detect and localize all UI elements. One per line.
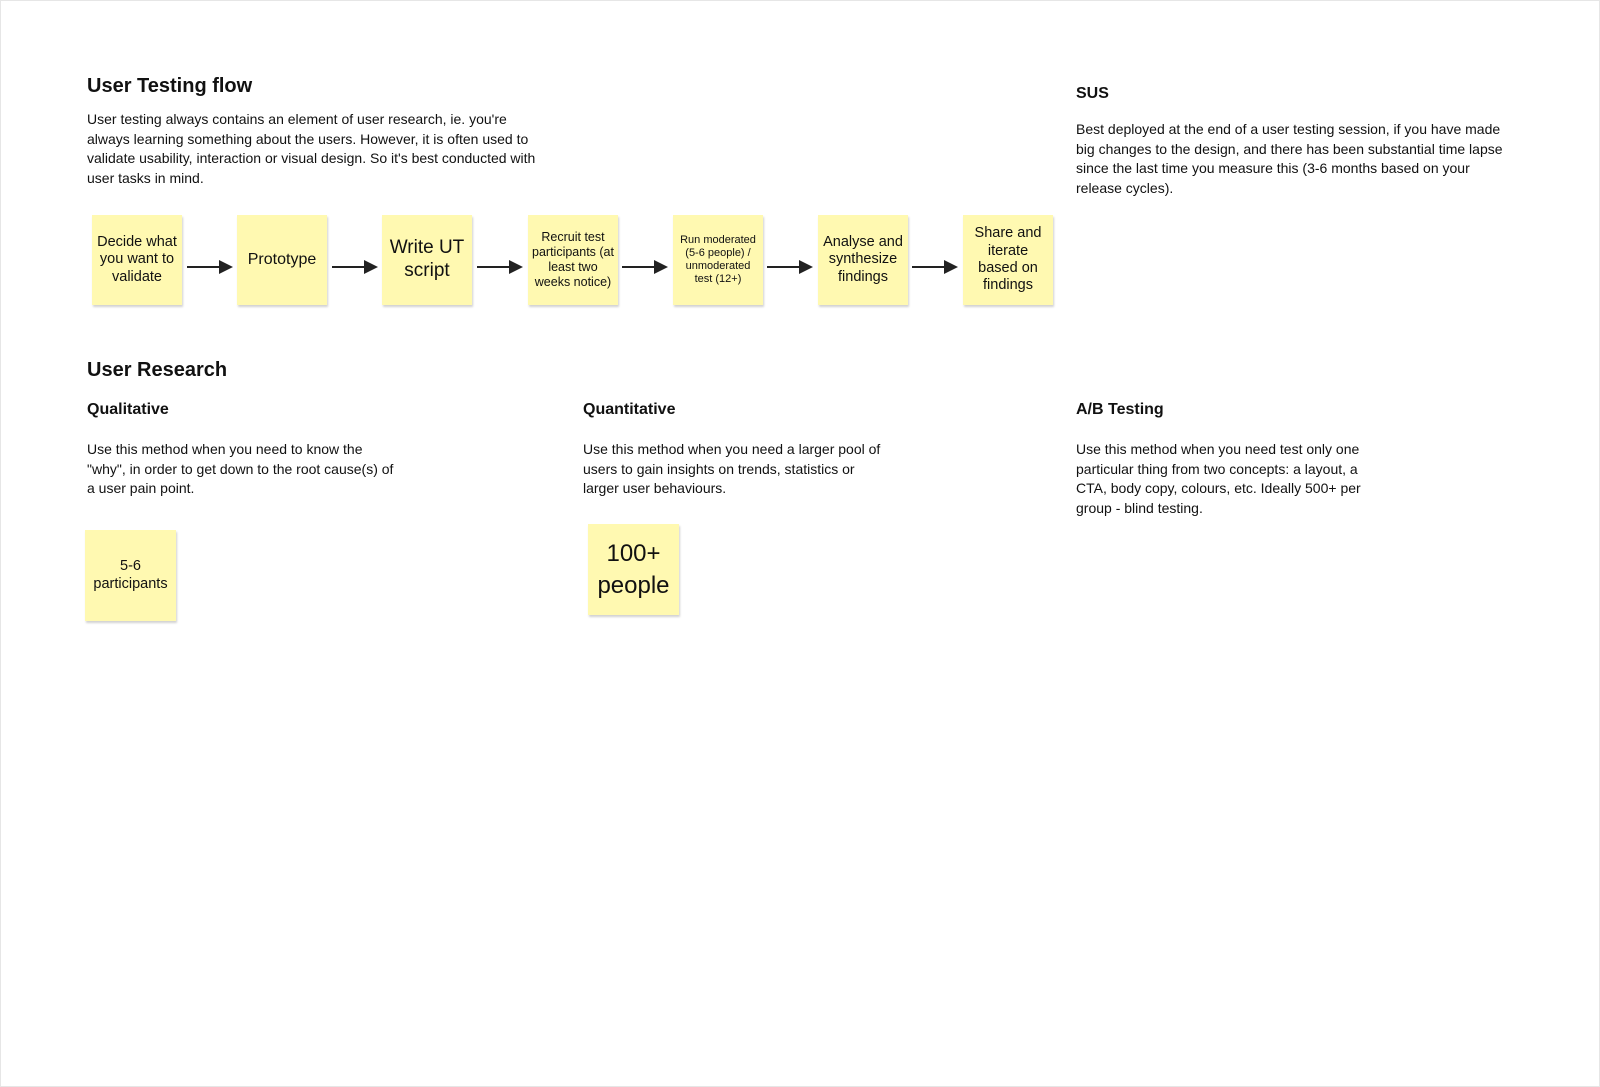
step-note-label: Recruit test participants (at least two weeks notice) (532, 230, 614, 289)
flow-description: User testing always contains an element of user research, ie. you're always learning something about the users. However, it is often used to validate usability, interaction or visual design. So it's best conducted with user tasks in mind. (87, 111, 536, 186)
step-note-label: Analyse and synthesize findings (823, 233, 903, 285)
quantitative-title: Quantitative (583, 401, 676, 418)
flow-arrow-icon (477, 259, 523, 275)
step-note-run-test[interactable] (673, 215, 763, 305)
quantitative-description: Use this method when you need a larger pool of users to gain insights on trends, statistics or larger user behaviours. (583, 441, 881, 496)
step-note-decide[interactable] (92, 215, 182, 305)
step-note-label: Share and iterate based on findings (974, 225, 1042, 294)
step-note-label: Write UT script (389, 237, 465, 281)
step-note-label: Prototype (247, 251, 317, 269)
ab-testing-description: Use this method when you need test only one particular thing from two concepts: a layout, a CTA, body copy, colours, etc. Ideally 500+ per group - blind testing. (1076, 441, 1361, 516)
qualitative-description: Use this method when you need to know the "why", in order to get down to the root cause(s) of a user pain point. (87, 441, 394, 496)
ab-testing-title: A/B Testing (1076, 401, 1164, 418)
step-note-prototype[interactable] (237, 215, 327, 305)
step-note-share[interactable] (963, 215, 1053, 305)
step-note-recruit[interactable] (528, 215, 618, 305)
people-note-label: 100+ people (597, 540, 670, 599)
step-note-label: Run moderated (5-6 people) / unmoderated test (12+) (680, 233, 756, 286)
step-note-script[interactable] (382, 215, 472, 305)
flow-arrow-icon (332, 259, 378, 275)
participants-note-label: 5-6 participants (93, 558, 168, 592)
step-note-analyse[interactable] (818, 215, 908, 305)
step-note-label: Decide what you want to validate (97, 233, 177, 285)
flow-arrow-icon (912, 259, 958, 275)
flow-arrow-icon (187, 259, 233, 275)
research-title: User Research (87, 359, 228, 381)
flow-arrow-icon (767, 259, 813, 275)
qualitative-title: Qualitative (87, 401, 169, 418)
flow-arrow-icon (622, 259, 668, 275)
participants-note[interactable] (85, 530, 176, 621)
flow-title: User Testing flow (87, 75, 253, 97)
people-note[interactable] (588, 524, 679, 615)
sus-title: SUS (1076, 85, 1109, 102)
sus-description: Best deployed at the end of a user testing session, if you have made big changes to the design, and there has been substantial time lapse since the last time you measure this (3-6 months based on your release cycles). (1076, 121, 1503, 196)
